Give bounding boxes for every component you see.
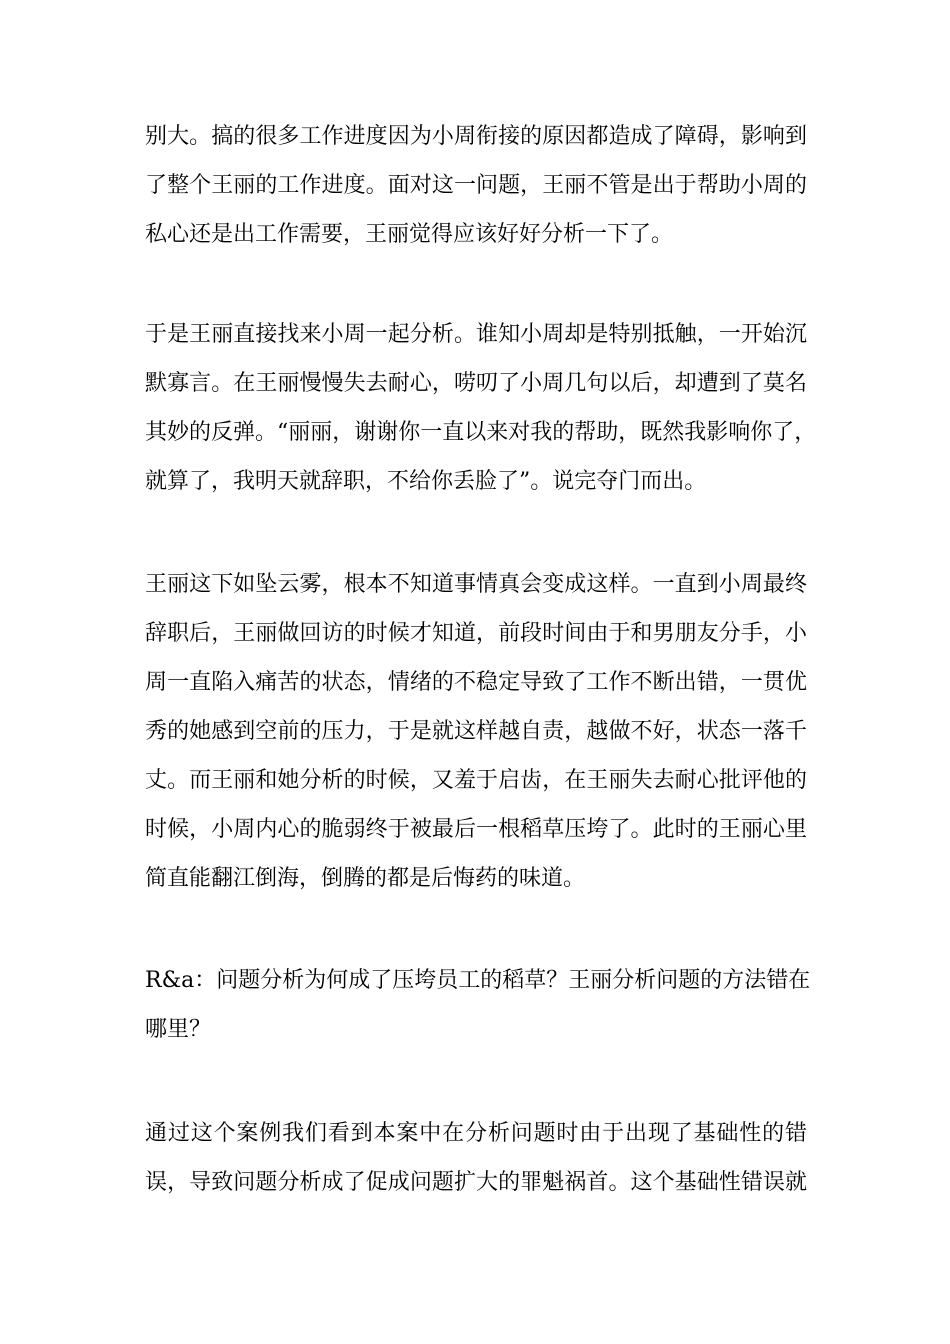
text-line: 误，导致问题分析成了促成问题扩大的罪魁祸首。这个基础性错误就: [145, 1170, 807, 1195]
paragraph-5: [145, 1109, 807, 1207]
text-line: 丈。而王丽和她分析的时候，又羞于启齿，在王丽失去耐心批评他的: [145, 768, 807, 793]
paragraph-4: [145, 956, 811, 1054]
text-line: 于是王丽直接找来小周一起分析。谁知小周却是特别抵触，一开始沉: [145, 322, 807, 347]
text-line: 其妙的反弹。“丽丽，谢谢你一直以来对我的帮助，既然我影响你了，: [145, 420, 817, 445]
text-line: 哪里？: [145, 1017, 212, 1042]
text-line: 王丽这下如坠云雾，根本不知道事情真会变成这样。一直到小周最终: [145, 572, 807, 597]
text-line: 简直能翻江倒海，倒腾的都是后悔药的味道。: [145, 866, 586, 891]
paragraph-2: [145, 310, 817, 506]
text-line: 通过这个案例我们看到本案中在分析问题时由于出现了基础性的错: [145, 1121, 807, 1146]
text-line: 秀的她感到空前的压力，于是就这样越自责，越做不好，状态一落千: [145, 719, 807, 744]
text-line: 周一直陷入痛苦的状态，情绪的不稳定导致了工作不断出错，一贯优: [145, 670, 807, 695]
text-line: 别大。搞的很多工作进度因为小周衔接的原因都造成了障碍，影响到: [145, 124, 807, 149]
text-line: 私心还是出工作需要，王丽觉得应该好好分析一下了。: [145, 222, 674, 247]
text-line: 时候，小周内心的脆弱终于被最后一根稻草压垮了。此时的王丽心里: [145, 817, 807, 842]
text-line: 默寡言。在王丽慢慢失去耐心，唠叨了小周几句以后，却遭到了莫名: [145, 371, 807, 396]
text-line: R&a：问题分析为何成了压垮员工的稻草？王丽分析问题的方法错在: [145, 968, 811, 993]
text-line: 就算了，我明天就辞职，不给你丢脸了”。说完夺门而出。: [145, 469, 707, 494]
paragraph-1: [145, 112, 807, 259]
text-line: 了整个王丽的工作进度。面对这一问题，王丽不管是出于帮助小周的: [145, 173, 807, 198]
text-line: 辞职后，王丽做回访的时候才知道，前段时间由于和男朋友分手，小: [145, 621, 807, 646]
paragraph-3: [145, 560, 807, 903]
